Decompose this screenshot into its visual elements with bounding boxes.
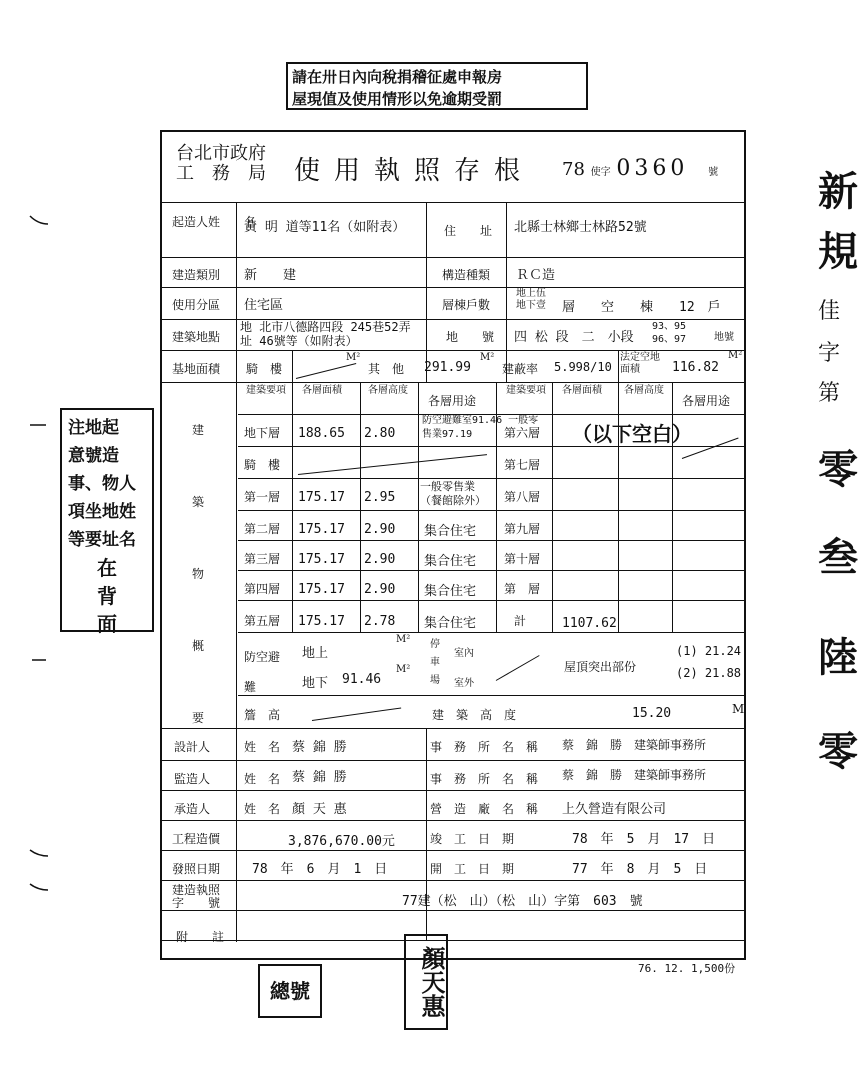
applicant-label: 起造人姓 名 bbox=[172, 215, 257, 229]
floor-2-use: 集合住宅 bbox=[424, 524, 477, 539]
permit-value: 77建（松 山）（松 山）字第 603 號 bbox=[402, 894, 643, 909]
side-note-line: 注地起 bbox=[68, 418, 119, 438]
bheight-value: 15.20 bbox=[632, 706, 672, 721]
rule bbox=[162, 790, 744, 791]
designer-name: 蔡 錦 勝 bbox=[292, 740, 347, 755]
col-use-right: 各層用途 bbox=[682, 394, 731, 408]
side-note-line: 事、物人 bbox=[68, 474, 136, 494]
side-note-line: 等要址名 bbox=[68, 530, 136, 550]
eave-label: 簷 高 bbox=[244, 708, 281, 722]
side-note-line: 面 bbox=[97, 612, 117, 636]
unit-m2: M² bbox=[396, 634, 411, 645]
floor-basement-height: 2.80 bbox=[364, 426, 396, 441]
right-margin-char: 零 bbox=[818, 446, 858, 493]
zone-label: 使用分區 bbox=[172, 298, 221, 312]
tax-notice-line-2: 屋現值及使用情形以免逾期受罰 bbox=[292, 90, 503, 108]
unit-m2: M² bbox=[396, 664, 411, 675]
address-value: 北縣士林鄉士林路52號 bbox=[514, 220, 647, 235]
floor-2-height: 2.90 bbox=[364, 522, 396, 537]
unit-m2: M² bbox=[480, 352, 495, 363]
rule bbox=[236, 202, 237, 942]
permit-suffix: 號 bbox=[708, 167, 719, 178]
org-line-2: 工 務 局 bbox=[176, 163, 266, 184]
floor-4-area: 175.17 bbox=[298, 582, 345, 597]
bheight-label: 建 築 高 度 bbox=[432, 708, 517, 722]
rule bbox=[162, 820, 744, 821]
floor-2-area: 175.17 bbox=[298, 522, 345, 537]
floor-5-use: 集合住宅 bbox=[424, 616, 477, 631]
name-seal: 顏天惠 bbox=[404, 934, 448, 1030]
print-info: 76. 12. 1,500份 bbox=[638, 962, 736, 975]
floor-2: 第二層 bbox=[244, 522, 281, 536]
blank-slash bbox=[298, 454, 487, 475]
rule bbox=[506, 202, 507, 382]
floors-above-below bbox=[516, 288, 546, 312]
col-use: 各層用途 bbox=[428, 394, 477, 408]
floor-6: 第六層 bbox=[504, 426, 541, 440]
legal-area-label: 法定空地面積 bbox=[620, 352, 660, 375]
side-note-box bbox=[60, 408, 154, 636]
coverage-label: 建蔽率 bbox=[502, 362, 539, 376]
lot-numbers-1: 93、95 bbox=[652, 321, 687, 332]
cost-label: 工程造價 bbox=[172, 832, 221, 846]
firm-value: 上久營造有限公司 bbox=[562, 802, 667, 817]
office-label-2: 事 務 所 名 稱 bbox=[430, 772, 539, 786]
side-note-line: 項坐地姓 bbox=[68, 502, 136, 522]
rule bbox=[162, 350, 744, 351]
shelter-below: 地下 bbox=[302, 676, 329, 691]
address-label: 住 址 bbox=[444, 224, 493, 238]
coverage-value: 5.998/10 bbox=[554, 360, 612, 374]
tax-notice-box bbox=[286, 62, 588, 110]
floor-arcade: 騎 樓 bbox=[244, 458, 281, 472]
usage-permit-form bbox=[160, 130, 746, 960]
build-type-value: 新 建 bbox=[244, 268, 297, 283]
office-label: 事 務 所 名 稱 bbox=[430, 740, 539, 754]
floor-1-use: 一般零售業（餐館除外） bbox=[420, 480, 486, 507]
col-height-right: 各層高度 bbox=[624, 385, 664, 396]
other-value: 291.99 bbox=[424, 360, 471, 375]
rule bbox=[360, 382, 361, 632]
rule bbox=[426, 202, 427, 382]
rule bbox=[238, 632, 744, 633]
done-value: 78 年 5 月 17 日 bbox=[572, 832, 716, 847]
rule bbox=[238, 695, 744, 696]
floor-10: 第十層 bbox=[504, 552, 541, 566]
rule bbox=[418, 382, 419, 632]
other-label: 其 他 bbox=[368, 362, 405, 376]
floor-3-area: 175.17 bbox=[298, 552, 345, 567]
parking-indoor: 室內 bbox=[454, 648, 474, 659]
floor-3-height: 2.90 bbox=[364, 552, 396, 567]
rule bbox=[618, 350, 619, 632]
permit-number bbox=[562, 156, 718, 181]
right-margin-char: 規 bbox=[818, 228, 858, 275]
rule bbox=[162, 880, 744, 881]
rule bbox=[238, 570, 744, 571]
zone-value: 住宅區 bbox=[244, 298, 284, 313]
col-height: 各層高度 bbox=[368, 385, 408, 396]
floor-4: 第四層 bbox=[244, 582, 281, 596]
floor-total-area: 1107.62 bbox=[562, 616, 617, 631]
floor-basement-area: 188.65 bbox=[298, 426, 345, 441]
shelter-label: 防空避難 bbox=[244, 650, 281, 694]
lot-suffix: 地號 bbox=[714, 332, 734, 343]
floors-text: 層 空 棟 12 戶 bbox=[562, 300, 721, 315]
floor-5: 第五層 bbox=[244, 614, 281, 628]
done-label: 竣 工 日 期 bbox=[430, 832, 515, 846]
right-margin-char: 第 bbox=[817, 381, 840, 406]
floor-3-use: 集合住宅 bbox=[424, 554, 477, 569]
unit-m2: M² bbox=[728, 350, 743, 361]
right-margin-char: 叁 bbox=[818, 534, 858, 581]
side-note-line: 在 bbox=[97, 556, 117, 580]
side-note-line: 意號造 bbox=[68, 446, 119, 466]
rule bbox=[238, 600, 744, 601]
name-label: 姓 名 bbox=[244, 772, 281, 786]
floor-3: 第三層 bbox=[244, 552, 281, 566]
structure-value: ＲＣ造 bbox=[516, 268, 556, 283]
office-value-2: 蔡 錦 勝 建築師事務所 bbox=[562, 768, 707, 782]
issuing-org bbox=[176, 144, 266, 184]
floor-7: 第七層 bbox=[504, 458, 541, 472]
shelter-above: 地上 bbox=[302, 646, 329, 661]
building-section-label: 建築物概要 bbox=[192, 423, 205, 725]
contractor-label: 承造人 bbox=[174, 802, 211, 816]
name-label: 姓 名 bbox=[244, 802, 281, 816]
seal-stamp: 總號 bbox=[258, 964, 322, 1018]
permit-year: 78 bbox=[562, 159, 585, 180]
floor-1: 第一層 bbox=[244, 490, 281, 504]
floor-basement-use: 防空避難室91.46 一般零售業97.19 bbox=[422, 415, 539, 440]
lot-numbers bbox=[652, 320, 686, 346]
designer-label: 設計人 bbox=[174, 740, 211, 754]
col-area-right: 各層面積 bbox=[562, 385, 602, 396]
floor-4-height: 2.90 bbox=[364, 582, 396, 597]
floor-basement: 地下層 bbox=[244, 426, 281, 440]
area-label: 基地面積 bbox=[172, 362, 221, 376]
name-label: 姓 名 bbox=[244, 740, 281, 754]
org-line-1: 台北市政府 bbox=[176, 143, 266, 164]
permit-prefix: 使字 bbox=[590, 167, 611, 178]
right-margin-char: 新 bbox=[818, 168, 858, 215]
permit-serial: 0360 bbox=[616, 156, 689, 181]
blank-slash bbox=[312, 707, 401, 721]
remarks-label: 附 註 bbox=[176, 930, 225, 944]
legal-area-value: 116.82 bbox=[672, 360, 719, 375]
floors-below: 地下壹 bbox=[516, 300, 546, 311]
rule bbox=[162, 850, 744, 851]
tax-notice-line-1: 請在卅日內向稅捐稽征處申報房 bbox=[292, 68, 503, 86]
floor-5-area: 175.17 bbox=[298, 614, 345, 629]
roof-2: (2) 21.88 bbox=[676, 666, 742, 680]
cost-value: 3,876,670.00元 bbox=[288, 834, 395, 849]
rule bbox=[162, 910, 744, 911]
rule bbox=[162, 287, 744, 288]
rule bbox=[238, 478, 744, 479]
issue-value: 78 年 6 月 1 日 bbox=[252, 862, 388, 877]
rule bbox=[238, 510, 744, 511]
contractor-name: 顏 天 惠 bbox=[292, 802, 347, 817]
lot-value: 四 松 段 二 小段 bbox=[514, 330, 634, 345]
floor-8: 第八層 bbox=[504, 490, 541, 504]
parking-outdoor: 室外 bbox=[454, 678, 474, 689]
floor-9: 第九層 bbox=[504, 522, 541, 536]
shelter-below-value: 91.46 bbox=[342, 672, 382, 687]
floors-above: 地上伍 bbox=[516, 288, 546, 299]
start-label: 開 工 日 期 bbox=[430, 862, 515, 876]
right-margin-char: 零 bbox=[818, 728, 858, 775]
site-value-1: 地 北市八德路四段 245巷52弄 bbox=[240, 320, 411, 334]
col-item: 建築要項 bbox=[246, 385, 286, 396]
unit-m2: M² bbox=[346, 352, 361, 363]
roof-label: 屋頂突出部份 bbox=[564, 660, 637, 674]
site-label: 建築地點 bbox=[172, 330, 221, 344]
roof-1: (1) 21.24 bbox=[676, 644, 742, 658]
floor-4-use: 集合住宅 bbox=[424, 584, 477, 599]
right-margin-char: 佳 bbox=[817, 299, 840, 324]
supervisor-name: 蔡 錦 勝 bbox=[292, 770, 347, 785]
applicant-value: 黃 明 道等11名（如附表） bbox=[244, 220, 406, 235]
unit-m: M bbox=[732, 702, 745, 716]
issue-label: 發照日期 bbox=[172, 862, 221, 876]
lot-numbers-2: 96、97 bbox=[652, 334, 687, 345]
right-margin-char: 字 bbox=[817, 341, 840, 366]
blank-below-note: （以下空白） bbox=[572, 422, 692, 446]
floor-1-height: 2.95 bbox=[364, 490, 396, 505]
build-type-label: 建造類別 bbox=[172, 268, 221, 282]
floor-1-area: 175.17 bbox=[298, 490, 345, 505]
lot-label: 地 號 bbox=[446, 330, 495, 344]
blank-slash bbox=[496, 655, 540, 681]
rule bbox=[292, 350, 293, 632]
form-title: 使用執照存根 bbox=[294, 156, 535, 186]
blank-slash bbox=[296, 363, 356, 379]
rule bbox=[162, 940, 744, 941]
site-value bbox=[240, 320, 411, 348]
permit-label: 建造執照字 號 bbox=[172, 883, 221, 910]
floor-5-height: 2.78 bbox=[364, 614, 396, 629]
start-value: 77 年 8 月 5 日 bbox=[572, 862, 708, 877]
col-area: 各層面積 bbox=[302, 385, 342, 396]
right-margin-char: 陸 bbox=[818, 634, 858, 681]
rule bbox=[552, 382, 553, 632]
parking-label: 停車場 bbox=[430, 639, 440, 686]
office-value: 蔡 錦 勝 建築師事務所 bbox=[562, 738, 707, 752]
floor-n: 第 層 bbox=[504, 582, 541, 596]
floor-total: 計 bbox=[514, 614, 527, 628]
side-note-line: 背 bbox=[97, 584, 117, 608]
rule bbox=[162, 760, 744, 761]
rule bbox=[162, 728, 744, 729]
arcade-label: 騎 樓 bbox=[246, 362, 283, 376]
floors-label: 層棟戶數 bbox=[442, 298, 491, 312]
col-item-right: 建築要項 bbox=[506, 385, 546, 396]
supervisor-label: 監造人 bbox=[174, 772, 211, 786]
firm-label: 營 造 廠 名 稱 bbox=[430, 802, 539, 816]
rule bbox=[162, 257, 744, 258]
structure-label: 構造種類 bbox=[442, 268, 491, 282]
site-value-2: 址 46號等（如附表） bbox=[240, 334, 358, 348]
rule bbox=[162, 382, 744, 383]
rule bbox=[162, 202, 744, 203]
rule bbox=[238, 540, 744, 541]
margin-marks bbox=[28, 210, 52, 910]
